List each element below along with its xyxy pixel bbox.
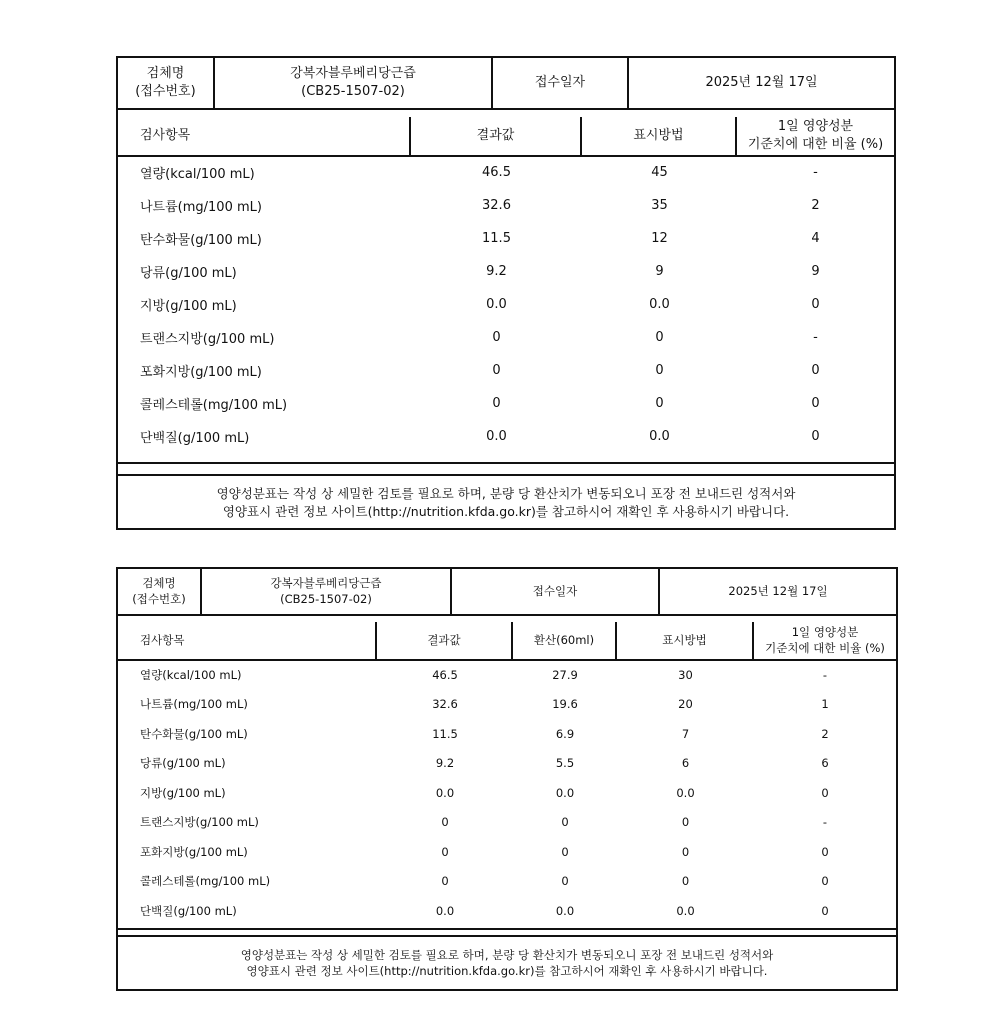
row-display: 0.0	[676, 785, 695, 800]
nutrition-report-2	[116, 567, 898, 991]
row-dv: 0	[821, 903, 829, 918]
row-display: 0	[655, 396, 664, 411]
receipt-no-label: (접수번호)	[135, 84, 196, 99]
row-dv: 9	[811, 264, 820, 279]
row-item: 지방(g/100 mL)	[140, 299, 237, 314]
sample-name: 강복자블루베리당근즙	[290, 66, 416, 82]
row-item: 포화지방(g/100 mL)	[140, 365, 262, 380]
row-display: 0.0	[676, 903, 695, 918]
col-dv-header-line1: 1일 영양성분	[777, 119, 854, 135]
row-dv: -	[822, 815, 828, 830]
row-result: 0	[441, 844, 449, 859]
row-item: 당류(g/100 mL)	[140, 756, 226, 771]
row-result: 46.5	[432, 667, 458, 682]
row-dv: 0	[821, 785, 829, 800]
date-label: 접수일자	[452, 569, 660, 614]
report-footer-note	[118, 935, 896, 989]
row-result: 0	[492, 363, 501, 378]
row-item: 열량(kcal/100 mL)	[140, 167, 255, 182]
row-display: 0	[655, 330, 664, 345]
table-row	[118, 778, 896, 808]
table-row	[118, 660, 896, 690]
row-dv: 2	[811, 198, 820, 213]
footer-line-2: 영양표시 관련 정보 사이트(http://nutrition.kfda.go.kr)를 참고하시어 재확인 후 사용하시기 바랍니다.	[246, 964, 768, 978]
row-result: 9.2	[435, 756, 455, 771]
table-row	[118, 837, 896, 867]
sample-label: 검체명	[146, 66, 185, 82]
row-display: 9	[655, 264, 664, 279]
row-result: 0.0	[435, 903, 455, 918]
row-result: 9.2	[486, 264, 507, 279]
row-result: 46.5	[482, 165, 511, 180]
sample-name: 강복자블루베리당근즙	[270, 575, 382, 590]
row-result: 11.5	[482, 231, 511, 246]
row-display: 30	[678, 667, 693, 682]
row-dv: 0	[821, 874, 829, 889]
table-header	[118, 117, 894, 157]
row-display: 7	[681, 726, 690, 741]
row-item: 탄수화물(g/100 mL)	[140, 726, 248, 741]
col-item-header: 검사항목	[118, 117, 411, 155]
table-row	[118, 690, 896, 720]
report-header	[118, 569, 896, 616]
sample-name-cell	[215, 58, 493, 108]
row-item: 트랜스지방(g/100 mL)	[140, 815, 259, 830]
table-row	[118, 288, 894, 321]
row-converted: 19.6	[552, 697, 578, 712]
row-display: 45	[651, 165, 668, 180]
row-item: 탄수화물(g/100 mL)	[140, 233, 262, 248]
footer-line-2: 영양표시 관련 정보 사이트(http://nutrition.kfda.go.kr)를 참고하시어 재확인 후 사용하시기 바랍니다.	[222, 504, 790, 519]
table-row	[118, 387, 894, 420]
report-header	[118, 58, 894, 110]
row-item: 콜레스테롤(mg/100 mL)	[140, 398, 288, 413]
row-result: 0.0	[486, 297, 507, 312]
row-dv: 4	[811, 231, 820, 246]
table-body	[118, 156, 894, 453]
row-item: 나트륨(mg/100 mL)	[140, 200, 262, 215]
row-display: 0	[681, 815, 690, 830]
row-dv: -	[813, 330, 818, 345]
row-result: 11.5	[432, 726, 458, 741]
row-result: 0	[492, 396, 501, 411]
sample-label-cell	[118, 569, 202, 614]
row-result: 0.0	[435, 785, 455, 800]
row-dv: 0	[811, 297, 820, 312]
row-result: 0	[492, 330, 501, 345]
row-dv: 0	[811, 396, 820, 411]
receipt-no: (CB25-1507-02)	[280, 591, 372, 606]
row-result: 0	[441, 874, 449, 889]
row-item: 단백질(g/100 mL)	[140, 903, 237, 918]
row-item: 나트륨(mg/100 mL)	[140, 697, 248, 712]
row-dv: 6	[821, 756, 829, 771]
row-converted: 5.5	[555, 756, 575, 771]
row-item: 열량(kcal/100 mL)	[140, 667, 242, 682]
row-converted: 0.0	[555, 785, 575, 800]
row-result: 0	[441, 815, 449, 830]
date-value: 2025년 12월 17일	[705, 75, 818, 91]
col-display-header: 표시방법	[617, 622, 754, 659]
table-header	[118, 622, 896, 661]
row-dv: -	[813, 165, 818, 180]
sample-name-cell	[202, 569, 452, 614]
row-display: 20	[678, 697, 693, 712]
sample-label: 검체명	[142, 575, 176, 590]
row-item: 당류(g/100 mL)	[140, 266, 237, 281]
row-item: 지방(g/100 mL)	[140, 785, 226, 800]
row-result: 32.6	[432, 697, 458, 712]
table-row	[118, 189, 894, 222]
row-display: 0	[681, 844, 690, 859]
col-result-header: 결과값	[377, 622, 513, 659]
row-dv: -	[822, 667, 828, 682]
row-display: 35	[651, 198, 668, 213]
nutrition-report-1	[116, 56, 896, 530]
row-converted: 0	[561, 815, 569, 830]
col-display-header: 표시방법	[582, 117, 737, 155]
row-result: 0.0	[486, 429, 507, 444]
row-display: 0.0	[649, 297, 670, 312]
row-result: 32.6	[482, 198, 511, 213]
row-converted: 0	[561, 874, 569, 889]
col-dv-header	[737, 117, 894, 155]
col-dv-header-line2: 기준치에 대한 비율 (%)	[765, 640, 885, 655]
row-item: 트랜스지방(g/100 mL)	[140, 332, 275, 347]
table-row	[118, 867, 896, 897]
table-row	[118, 255, 894, 288]
table-bottom-divider	[118, 928, 896, 930]
row-display: 0	[655, 363, 664, 378]
date-label: 접수일자	[493, 58, 629, 108]
col-dv-header-line1: 1일 영양성분	[791, 624, 859, 639]
row-converted: 6.9	[555, 726, 575, 741]
row-item: 단백질(g/100 mL)	[140, 431, 250, 446]
table-row	[118, 156, 894, 189]
row-item: 포화지방(g/100 mL)	[140, 844, 248, 859]
col-converted-header: 환산(60ml)	[513, 622, 617, 659]
row-converted: 0.0	[555, 903, 575, 918]
col-item-header: 검사항목	[118, 622, 377, 659]
table-row	[118, 354, 894, 387]
table-row	[118, 420, 894, 453]
receipt-no-label: (접수번호)	[132, 591, 186, 606]
table-body	[118, 660, 896, 926]
footer-line-1: 영양성분표는 작성 상 세밀한 검토를 필요로 하며, 분량 당 환산치가 변동되오니 포장 전 보내드린 성적서와	[240, 948, 774, 962]
receipt-no: (CB25-1507-02)	[301, 84, 405, 99]
footer-line-1: 영양성분표는 작성 상 세밀한 검토를 필요로 하며, 분량 당 환산치가 변동되오니 포장 전 보내드린 성적서와	[216, 486, 796, 501]
row-dv: 0	[821, 844, 829, 859]
row-display: 12	[651, 231, 668, 246]
row-display: 0	[681, 874, 690, 889]
row-item: 콜레스테롤(mg/100 mL)	[140, 874, 271, 889]
table-row	[118, 719, 896, 749]
row-converted: 0	[561, 844, 569, 859]
row-dv: 0	[811, 363, 820, 378]
row-display: 0.0	[649, 429, 670, 444]
col-dv-header-line2: 기준치에 대한 비율 (%)	[747, 137, 884, 152]
table-bottom-divider	[118, 462, 894, 464]
row-dv: 2	[821, 726, 829, 741]
sample-label-cell	[118, 58, 215, 108]
date-value: 2025년 12월 17일	[728, 583, 828, 598]
table-row	[118, 749, 896, 779]
row-dv: 1	[821, 697, 829, 712]
report-footer-note	[118, 474, 894, 528]
table-row	[118, 896, 896, 926]
table-row	[118, 321, 894, 354]
col-dv-header	[754, 622, 896, 659]
table-row	[118, 808, 896, 838]
row-display: 6	[681, 756, 690, 771]
row-converted: 27.9	[552, 667, 578, 682]
table-row	[118, 222, 894, 255]
row-dv: 0	[811, 429, 820, 444]
col-result-header: 결과값	[411, 117, 582, 155]
